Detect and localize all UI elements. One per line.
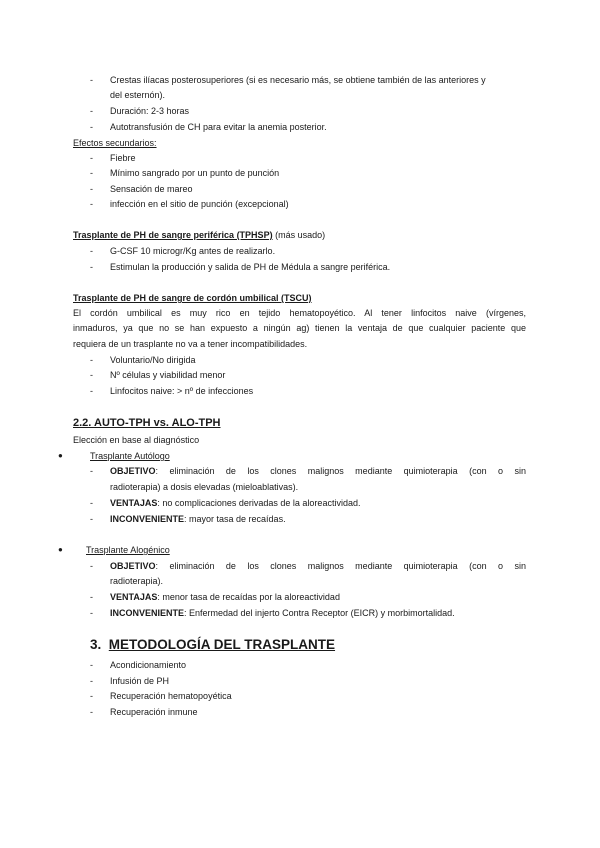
objetivo-text: : eliminación de los clones malignos mediante quimioterapia (con o sin — [155, 561, 526, 571]
dash: - — [90, 184, 93, 194]
ventajas-label: VENTAJAS — [110, 592, 158, 602]
bullet-icon: ● — [58, 545, 63, 554]
list-item-text: Sensación de mareo — [110, 184, 193, 194]
paragraph-line: requiera de un trasplante no va a tener incompatibilidades. — [73, 339, 308, 349]
dash: - — [90, 199, 93, 209]
list-item-text: Nº células y viabilidad menor — [110, 370, 226, 380]
list-item-text: Recuperación hematopoyética — [110, 691, 232, 701]
dash: - — [90, 514, 93, 524]
dash: - — [90, 466, 93, 476]
list-item-text: Infusión de PH — [110, 676, 170, 686]
list-item-text: G-CSF 10 microgr/Kg antes de realizarlo. — [110, 246, 276, 256]
inconveniente-text: : mayor tasa de recaídas. — [184, 514, 286, 524]
objetivo-label: OBJETIVO — [110, 561, 156, 571]
section-number: 3. — [90, 637, 102, 652]
objetivo-line — [110, 465, 526, 477]
dash: - — [90, 153, 93, 163]
tphsp-note: (más usado) — [275, 230, 326, 240]
objetivo-label: OBJETIVO — [110, 466, 156, 476]
dash: - — [90, 122, 93, 132]
ventajas-line — [110, 497, 360, 509]
ventajas-text: : no complicaciones derivadas de la aloreactividad. — [157, 498, 361, 508]
dash: - — [90, 707, 93, 717]
dash: - — [90, 106, 93, 116]
section-heading: Efectos secundarios: — [73, 138, 157, 148]
ventajas-line — [110, 591, 340, 603]
dash: - — [90, 691, 93, 701]
inconveniente-text: : Enfermedad del injerto Contra Receptor (EICR) y morbimortalidad. — [184, 608, 455, 618]
dash: - — [90, 676, 93, 686]
paragraph-line: El cordón umbilical es muy rico en tejido hematopoyético. Al tener linfocitos naive (vírgenes, — [73, 308, 526, 318]
objetivo-line2: radioterapia) a dosis elevadas (mieloablativas). — [110, 482, 299, 492]
list-item-text: del esternón). — [110, 90, 166, 100]
list-item-text: Mínimo sangrado por un punto de punción — [110, 168, 280, 178]
dash: - — [90, 386, 93, 396]
list-item-text: Duración: 2-3 horas — [110, 106, 190, 116]
inconveniente-line — [110, 607, 455, 619]
dash: - — [90, 355, 93, 365]
inconveniente-label: INCONVENIENTE — [110, 608, 185, 618]
list-item-text: Estimulan la producción y salida de PH de Médula a sangre periférica. — [110, 262, 391, 272]
bullet-icon: ● — [58, 451, 63, 460]
section-intro: Elección en base al diagnóstico — [73, 435, 200, 445]
dash: - — [90, 246, 93, 256]
section-title-3 — [90, 636, 335, 653]
list-item-text: Autotransfusión de CH para evitar la anemia posterior. — [110, 122, 327, 132]
section-title-text: METODOLOGÍA DEL TRASPLANTE — [108, 637, 336, 652]
objetivo-line2: radioterapia). — [110, 576, 164, 586]
autologo-heading: Trasplante Autólogo — [90, 451, 170, 461]
list-item-text: infección en el sitio de punción (excepcional) — [110, 199, 289, 209]
tphsp-heading: Trasplante de PH de sangre periférica (TPHSP) — [73, 230, 273, 240]
inconveniente-label: INCONVENIENTE — [110, 514, 185, 524]
objetivo-line — [110, 560, 526, 572]
dash: - — [90, 75, 93, 85]
dash: - — [90, 561, 93, 571]
paragraph-line: inmaduros, ya que no se han expuesto a ningún ag) tienen la ventaja de que cualquier paciente que — [73, 323, 526, 333]
tscu-heading: Trasplante de PH de sangre de cordón umbilical (TSCU) — [73, 293, 312, 303]
dash: - — [90, 498, 93, 508]
list-item-text: Acondicionamiento — [110, 660, 187, 670]
list-item-text: Recuperación inmune — [110, 707, 198, 717]
dash: - — [90, 660, 93, 670]
list-item-text: Linfocitos naive: > nº de infecciones — [110, 386, 254, 396]
ventajas-label: VENTAJAS — [110, 498, 158, 508]
dash: - — [90, 262, 93, 272]
alogenico-heading: Trasplante Alogénico — [86, 545, 170, 555]
dash: - — [90, 592, 93, 602]
tphsp-heading-line — [73, 229, 325, 241]
dash: - — [90, 168, 93, 178]
list-item-text: Fiebre — [110, 153, 136, 163]
list-item-text: Crestas ilíacas posterosuperiores (si es necesario más, se obtiene también de las anteriores y — [110, 75, 486, 85]
dash: - — [90, 608, 93, 618]
dash: - — [90, 370, 93, 380]
objetivo-text: : eliminación de los clones malignos mediante quimioterapia (con o sin — [155, 466, 526, 476]
ventajas-text: : menor tasa de recaídas por la aloreactividad — [157, 592, 340, 602]
inconveniente-line — [110, 513, 286, 525]
section-title: 2.2. AUTO-TPH vs. ALO-TPH — [73, 417, 221, 429]
list-item-text: Voluntario/No dirigida — [110, 355, 196, 365]
